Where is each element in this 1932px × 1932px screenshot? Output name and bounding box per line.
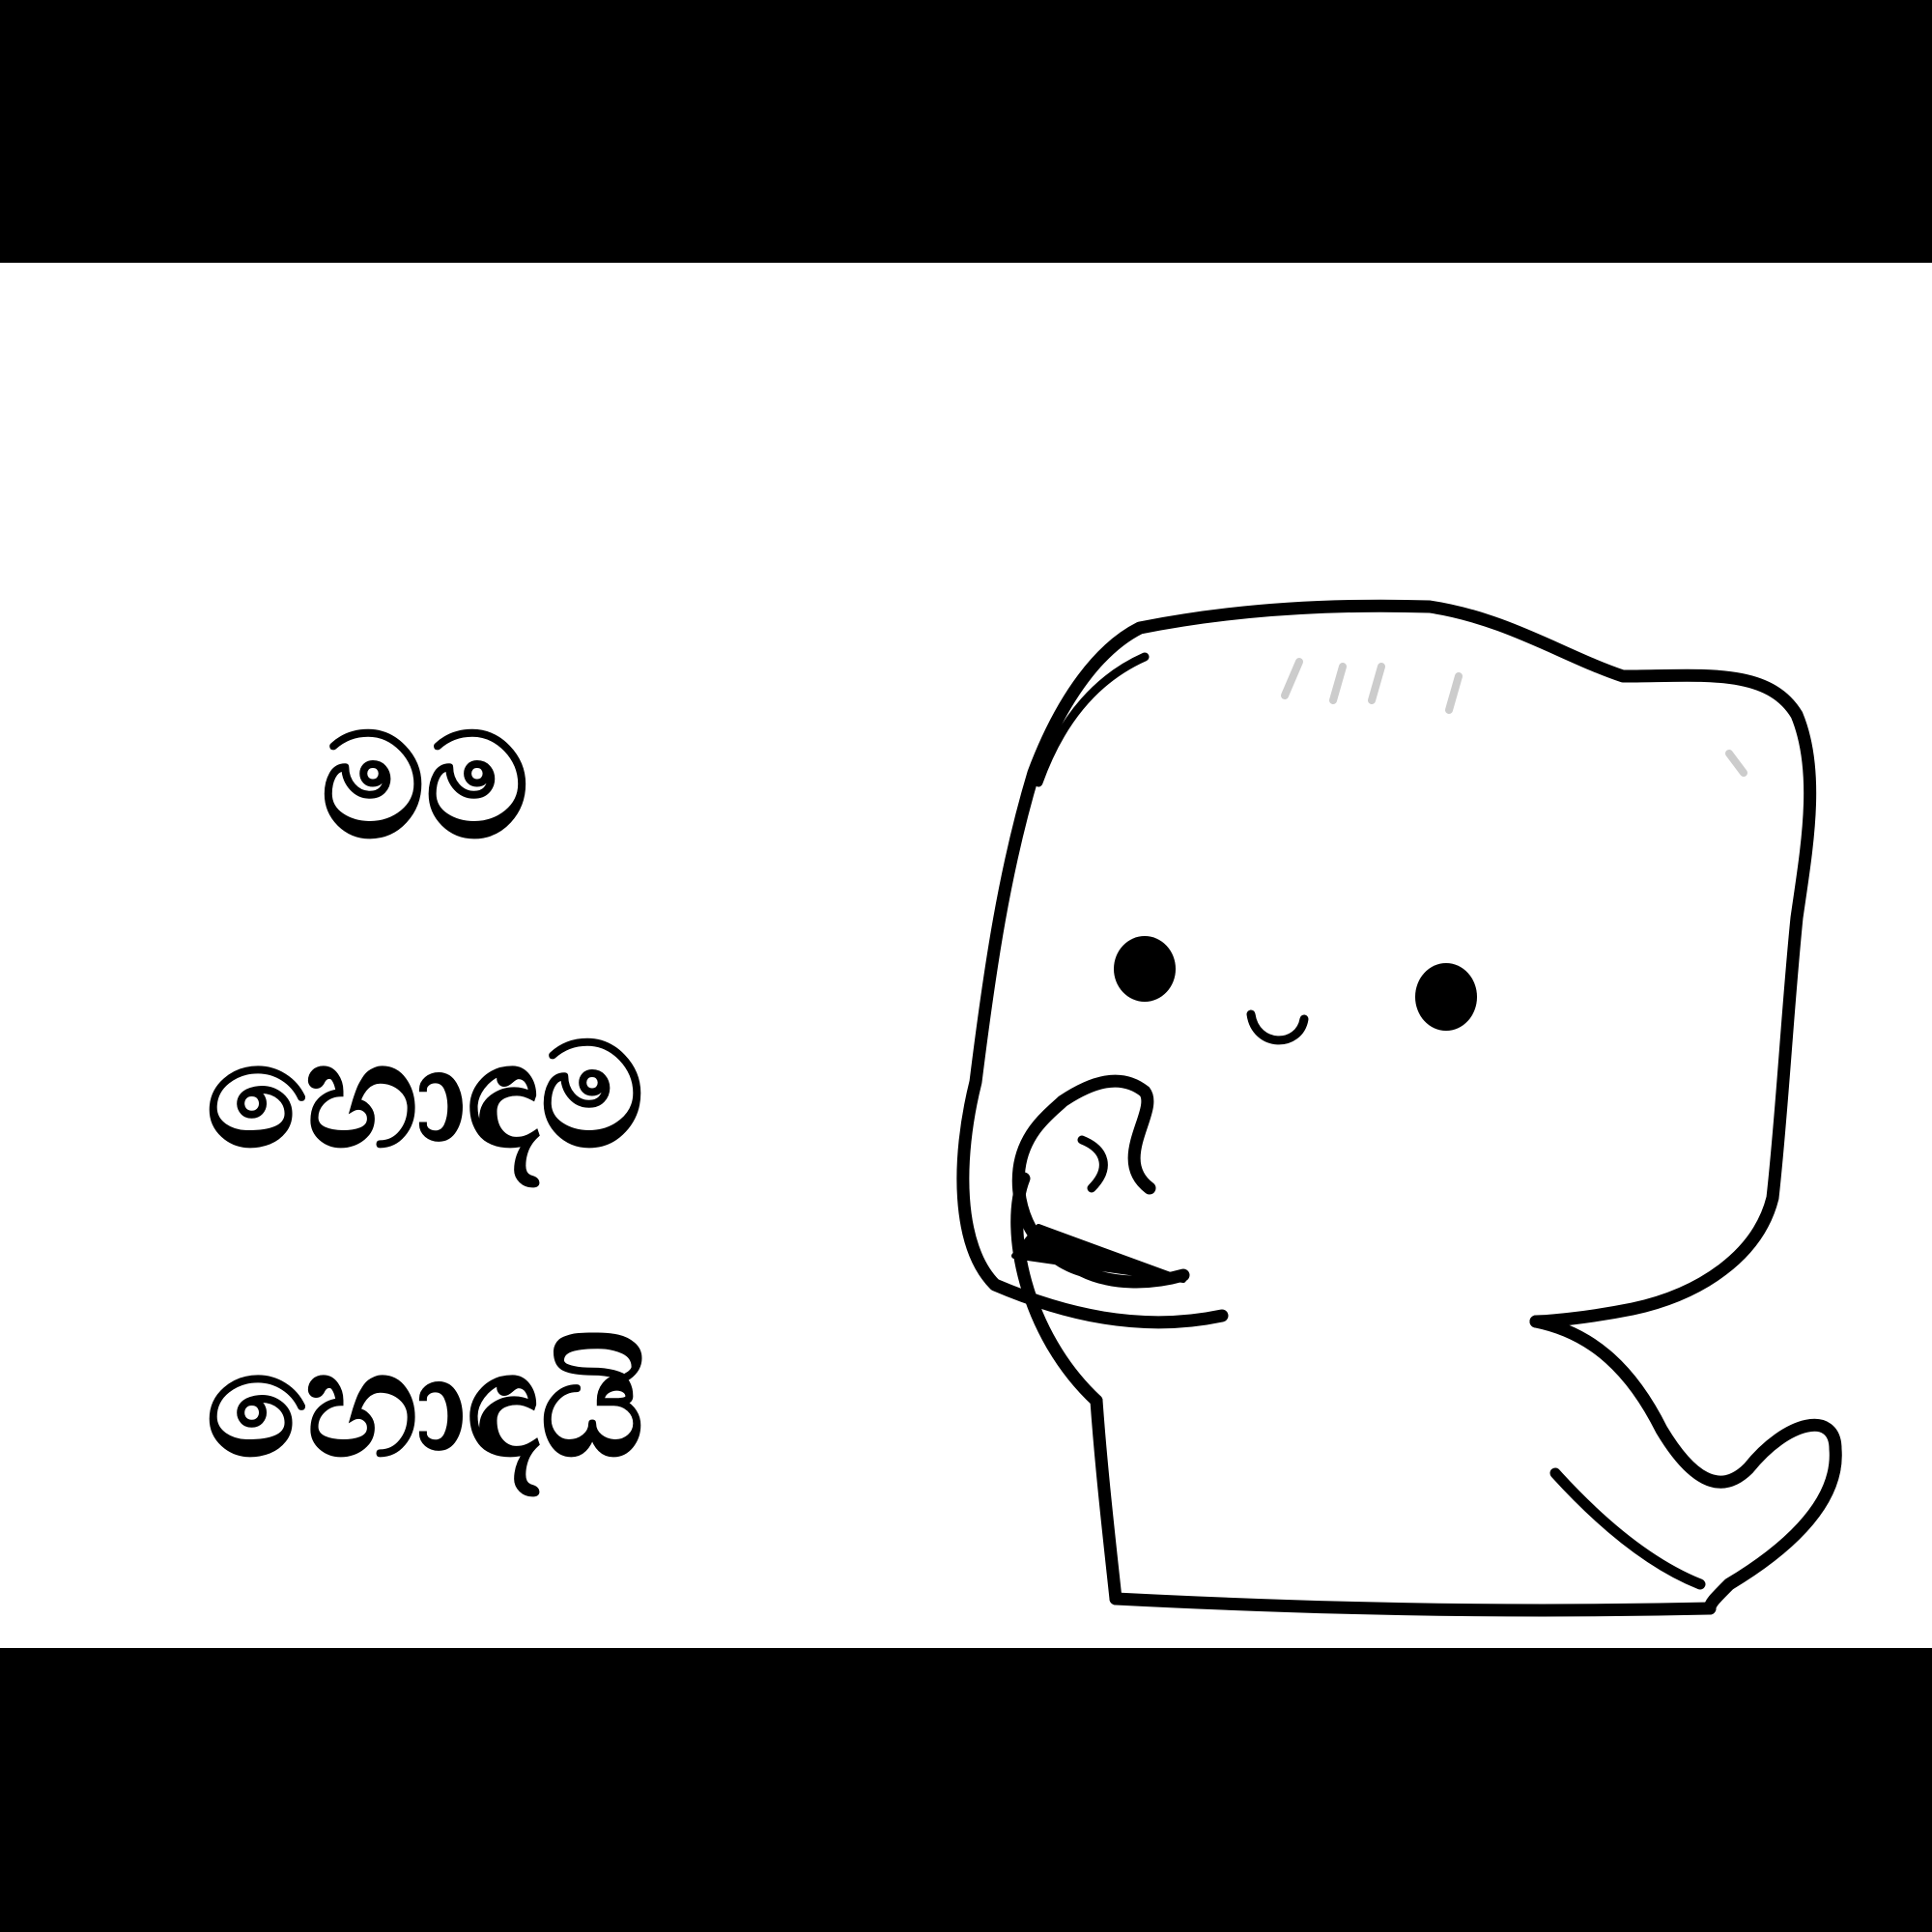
letterbox-top bbox=[0, 0, 1932, 263]
cartoon-cat-icon bbox=[869, 580, 1884, 1642]
mouth bbox=[1251, 1014, 1304, 1040]
caption-line-3: හොඳයි bbox=[206, 1321, 644, 1490]
body-right bbox=[1536, 1321, 1835, 1608]
left-eye bbox=[1114, 936, 1176, 1002]
body-bottom bbox=[1116, 1599, 1710, 1610]
body-left bbox=[1096, 1401, 1116, 1599]
caption-line-1: මම bbox=[321, 703, 529, 871]
head-outline bbox=[963, 606, 1810, 1322]
arm-inner bbox=[1555, 1473, 1700, 1584]
hand-fold bbox=[1082, 1140, 1103, 1188]
caption-line-2: හොඳම bbox=[206, 1012, 644, 1180]
letterbox-bottom bbox=[0, 1648, 1932, 1932]
right-eye bbox=[1415, 963, 1477, 1031]
